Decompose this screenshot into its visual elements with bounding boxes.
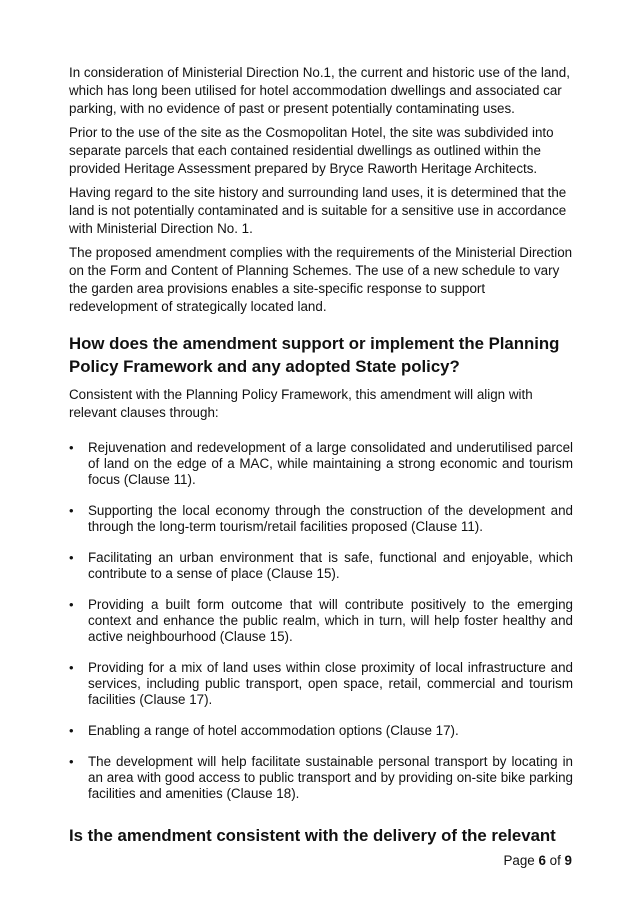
paragraph-compliance: The proposed amendment complies with the requirements of the Ministerial Direction on the Form and Content of Planning Schemes. The use of a new schedule to vary the garden area provisions enables a site-specific response to support redevelopment of strategically located land. — [69, 245, 573, 314]
bullet-icon: • — [69, 503, 74, 518]
list-item — [69, 503, 573, 535]
list-item-text: Facilitating an urban environment that is safe, functional and enjoyable, which contribute to a sense of place (Clause 15). — [88, 550, 573, 581]
list-item-text: The development will help facilitate sustainable personal transport by locating in an area with good access to public transport and by providing on-site bike parking facilities and amenities (Clause 18). — [88, 754, 573, 801]
of-label: of — [549, 853, 561, 868]
total-pages-number: 9 — [564, 853, 572, 868]
page-number-footer — [503, 852, 572, 870]
list-item — [69, 723, 573, 739]
page-label: Page — [503, 853, 535, 868]
list-item-text: Rejuvenation and redevelopment of a large consolidated and underutilised parcel of land on the edge of a MAC, while maintaining a strong economic and tourism focus (Clause 11). — [88, 440, 573, 487]
paragraph-determination: Having regard to the site history and surrounding land uses, it is determined that the land is not potentially contaminated and is suitable for a sensitive use in accordance with Ministerial Direction No. 1. — [69, 185, 567, 236]
list-item-text: Providing a built form outcome that will contribute positively to the emerging context and enhance the public realm, which in turn, will help foster healthy and active neighbourhood (Clause 15). — [88, 597, 573, 644]
bullet-icon: • — [69, 660, 74, 675]
list-item — [69, 660, 573, 708]
paragraph-site-history: Prior to the use of the site as the Cosmopolitan Hotel, the site was subdivided into separate parcels that each contained residential dwellings as outlined within the provided Heritage Assessment prepared by Bryce Raworth Heritage Architects. — [69, 125, 554, 176]
bullet-icon: • — [69, 723, 74, 738]
list-item-text: Supporting the local economy through the construction of the development and through the long-term tourism/retail facilities proposed (Clause 11). — [88, 503, 573, 534]
section-heading-planning-policy: How does the amendment support or implement the Planning Policy Framework and any adopted State policy? — [69, 334, 560, 376]
section-intro: Consistent with the Planning Policy Framework, this amendment will align with relevant clauses through: — [69, 387, 533, 420]
current-page-number: 6 — [538, 853, 546, 868]
bullet-icon: • — [69, 550, 74, 565]
list-item — [69, 440, 573, 488]
section-heading-delivery: Is the amendment consistent with the delivery of the relevant — [69, 826, 556, 845]
bullet-icon: • — [69, 440, 74, 455]
list-item — [69, 597, 573, 645]
list-item — [69, 550, 573, 582]
list-item — [69, 754, 573, 802]
list-item-text: Enabling a range of hotel accommodation options (Clause 17). — [88, 723, 459, 738]
bullet-icon: • — [69, 597, 74, 612]
document-page — [69, 64, 573, 817]
bullet-icon: • — [69, 754, 74, 769]
list-item-text: Providing for a mix of land uses within close proximity of local infrastructure and services, including public transport, open space, retail, commercial and tourism facilities (Clause 17). — [88, 660, 573, 707]
paragraph-contamination: In consideration of Ministerial Direction No.1, the current and historic use of the land, which has long been utilised for hotel accommodation dwellings and associated car parking, with no evidence of past or present potentially contaminating uses. — [69, 65, 570, 116]
policy-bullet-list — [69, 440, 573, 802]
